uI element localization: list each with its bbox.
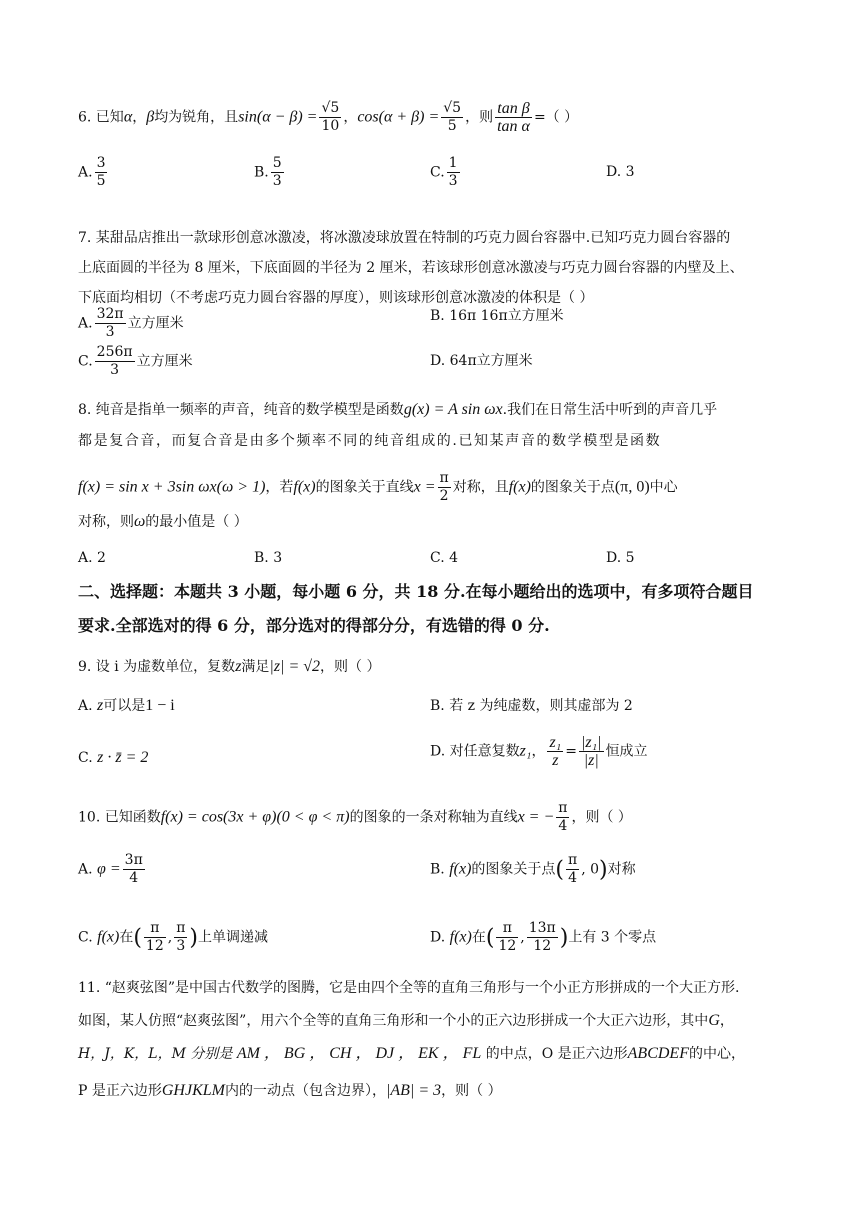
q8-option-b[interactable]: B. 3 <box>254 550 283 566</box>
q6-fraction-3: $\frac{\text{tan β}}{\text{tan α}}$ <box>497 100 530 135</box>
q8-g-function: g(x) = A sin ωx <box>403 401 503 418</box>
q9-abs-z: |z| = √2 <box>269 658 321 675</box>
q9-option-c[interactable]: C. z · z̄ = 2 <box>78 749 149 766</box>
q7-option-d[interactable]: D. 64π立方厘米 <box>430 353 533 369</box>
q6-comma2: ， <box>343 109 358 126</box>
q6-alpha: α <box>123 108 133 126</box>
q10-option-a[interactable]: A. φ = $\frac{3\pi}{4}$ <box>78 852 143 886</box>
q8-line-4: 对称，则ω的最小值是（ ） <box>78 513 248 530</box>
q9-option-a[interactable]: A. z可以是1 − i <box>78 697 175 714</box>
q6-stem <box>78 100 578 135</box>
q6-beta: β <box>146 108 155 126</box>
q6-fraction-2: $\frac{√5}{5}$ <box>443 100 462 134</box>
q8-option-d[interactable]: D. 5 <box>606 550 635 566</box>
q9-stem: 9. 设 i 为虚数单位，复数z满足|z| = √2，则（ ） <box>78 658 381 675</box>
q6-fraction-1: $\frac{√5}{10}$ <box>321 100 340 134</box>
q6-stem-a: 6. 已知 <box>78 109 124 126</box>
section-2-heading-line-1: 二、选择题：本题共 3 小题，每小题 6 分，共 18 分.在每小题给出的选项中，有多项符合题目 <box>78 582 754 601</box>
q6-then: ，则 <box>465 109 494 126</box>
q10-option-c[interactable]: C. f(x)在( $\frac{\pi}{12}$ , $\frac{\pi}{3}$ )上单调递减 <box>78 920 268 954</box>
q6-cos-expr: cos(α + β) = <box>357 108 440 126</box>
q10-stem: 10. 已知函数f(x) = cos(3x + φ)(0 < φ < π)的图象的一条对称轴为直线x = − $\frac{\pi}{4}$ ，则（ ） <box>78 800 632 834</box>
q11-vector-ab: |AB| = 3 <box>385 1082 442 1099</box>
q7-line-3: 下底面均相切（不考虑巧克力圆台容器的厚度），则该球形创意冰激凌的体积是（ ） <box>78 290 594 306</box>
q11-line-2: 如图，某人仿照“赵爽弦图”，用六个全等的直角三角形和一个小的正六边形拼成一个大正六边形，其中G， <box>78 1012 734 1029</box>
q11-line-4: P 是正六边形GHJKLM内的一动点（包含边界），|AB| = 3，则（ ） <box>78 1082 502 1099</box>
q9-option-d[interactable]: D. 对任意复数z₁， $\frac{\text{z₁}}{z}$ = $\frac{\text{|z₁|}}{|z|}$ 恒成立 <box>430 734 648 769</box>
q6-option-c[interactable]: C. $\frac{1}{3}$ <box>430 155 458 189</box>
q11-line-1: 11. “赵爽弦图”是中国古代数学的图腾，它是由四个全等的直角三角形与一个小正方形拼成的一个大正方形. <box>78 980 740 996</box>
q8-line-2: 都是复合音，而复合音是由多个频率不同的纯音组成的.已知某声音的数学模型是函数 <box>78 433 662 449</box>
q7-option-a[interactable]: A. $\frac{32\pi}{3}$ 立方厘米 <box>78 306 184 340</box>
q8-line-3: f(x) = sin x + 3sin ωx(ω > 1)，若f(x)的图象关于直线x = $\frac{\pi}{2}$ 对称，且f(x)的图象关于点(π, 0)中心 <box>78 470 678 504</box>
q6-option-d[interactable]: D. 3 <box>606 164 635 180</box>
section-2-heading-line-2: 要求.全部选对的得 6 分，部分选对的得部分分，有选错的得 0 分. <box>78 616 550 635</box>
q7-option-b[interactable]: B. 16π 16π立方厘米 <box>430 308 564 324</box>
q7-line-2: 上底面圆的半径为 8 厘米，下底面圆的半径为 2 厘米，若该球形创意冰激凌与巧克力圆台容器的内壁及上、 <box>78 260 744 276</box>
q9-option-b[interactable]: B. 若 z 为纯虚数，则其虚部为 2 <box>430 698 633 714</box>
q8-option-c[interactable]: C. 4 <box>430 550 459 566</box>
q8-f-function: f(x) = sin x + 3sin ωx(ω > 1) <box>78 478 266 496</box>
q10-option-b[interactable]: B. f(x)的图象关于点( $\frac{\pi}{4}$ , 0)对称 <box>430 852 636 886</box>
q8-line-1: 8. 纯音是指单一频率的声音，纯音的数学模型是函数g(x) = A sin ωx.我们在日常生活中听到的声音几乎 <box>78 401 718 418</box>
q6-tail: =（ ） <box>533 109 579 126</box>
q6-stem-b: 均为锐角，且 <box>154 109 239 126</box>
q6-option-b[interactable]: B. $\frac{5}{3}$ <box>254 155 282 189</box>
q6-sin-expr: sin(α − β) = <box>238 108 318 126</box>
q7-option-c[interactable]: C. $\frac{256\pi}{3}$ 立方厘米 <box>78 344 193 378</box>
q6-option-a[interactable]: A. $\frac{3}{5}$ <box>78 155 106 189</box>
q11-line-3: H，J，K，L，M 分别是 AM ， BG ， CH ， DJ ， EK ， FL 的中点，O 是正六边形ABCDEF的中心， <box>78 1045 745 1062</box>
q6-comma1: ， <box>132 109 147 126</box>
q10-option-d[interactable]: D. f(x)在( $\frac{\pi}{12}$ , $\frac{13\pi}{12}$ )上有 3 个零点 <box>430 920 657 954</box>
q8-option-a[interactable]: A. 2 <box>78 550 106 566</box>
q10-function: f(x) = cos(3x + φ)(0 < φ < π) <box>160 808 350 826</box>
q7-line-1: 7. 某甜品店推出一款球形创意冰激凌，将冰激凌球放置在特制的巧克力圆台容器中.已知巧克力圆台容器的 <box>78 230 731 246</box>
